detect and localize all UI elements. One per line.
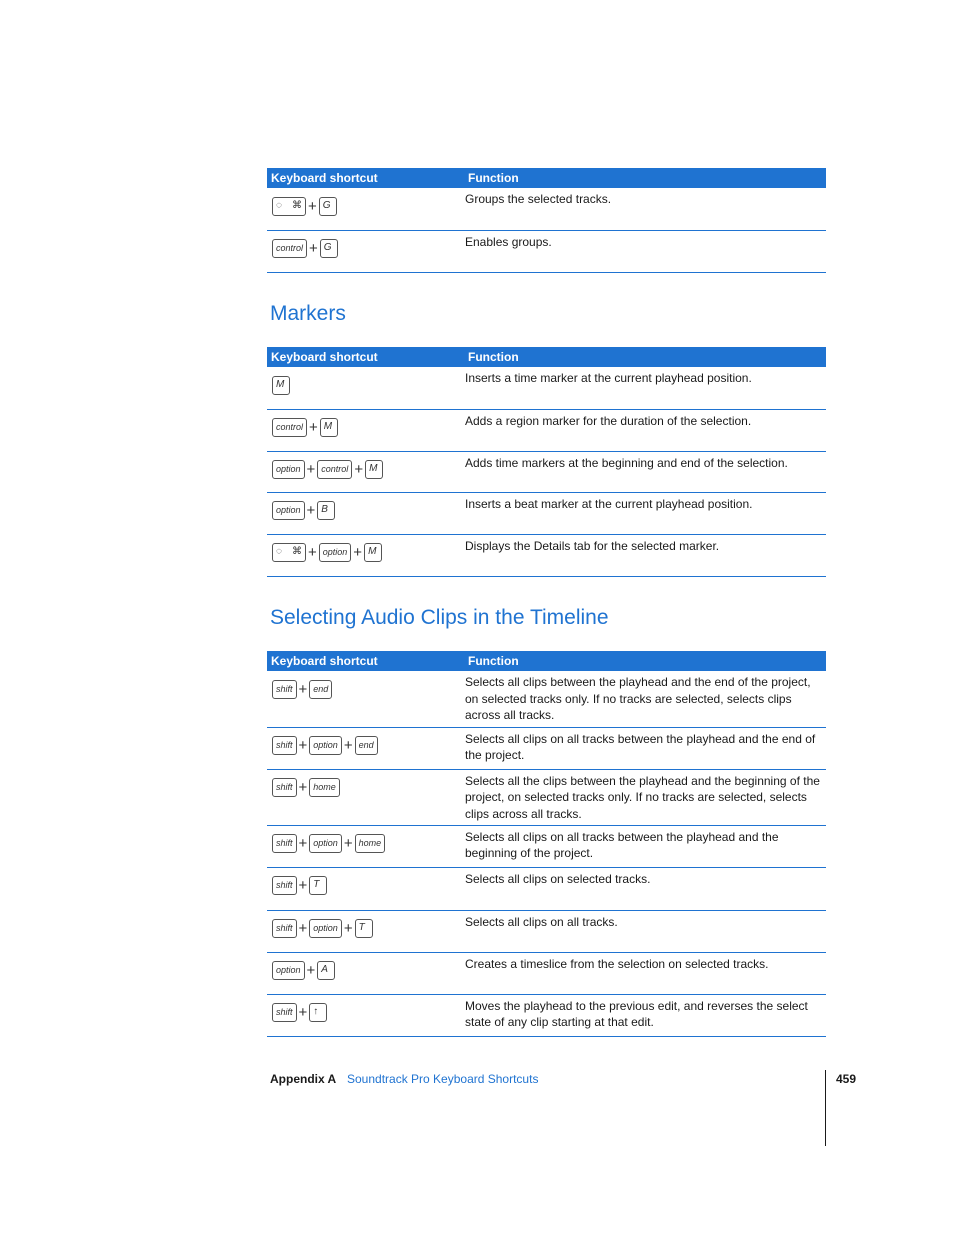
plus-sign: + bbox=[309, 419, 318, 436]
key-combination bbox=[272, 917, 464, 941]
plus-sign: + bbox=[343, 920, 353, 937]
shortcut-cell bbox=[267, 994, 464, 1036]
command-key-label: ⌘ bbox=[292, 199, 302, 211]
keycap: T bbox=[355, 919, 373, 938]
keycap: control bbox=[317, 460, 352, 479]
keycap: option bbox=[272, 501, 305, 520]
shortcut-cell bbox=[267, 492, 464, 534]
shortcut-cell bbox=[267, 671, 464, 727]
footer-appendix-label: Appendix A bbox=[270, 1072, 337, 1086]
function-description: Selects all clips on all tracks between the playhead and the beginning of the project. bbox=[464, 825, 826, 867]
keycap: option bbox=[309, 919, 342, 938]
function-description: Adds time markers at the beginning and end of the selection. bbox=[464, 451, 826, 492]
keycap: ↑ bbox=[309, 1003, 327, 1022]
shortcut-cell bbox=[267, 825, 464, 867]
keycap: option bbox=[309, 736, 342, 755]
table-row bbox=[267, 451, 826, 492]
plus-sign: + bbox=[343, 737, 353, 754]
function-description: Creates a timeslice from the selection on selected tracks. bbox=[464, 952, 826, 994]
selecting-audio-clips-heading: Selecting Audio Clips in the Timeline bbox=[270, 606, 609, 629]
plus-sign: + bbox=[298, 737, 308, 754]
key-combination bbox=[272, 677, 464, 701]
table-header-row bbox=[267, 651, 826, 671]
key-combination bbox=[272, 499, 464, 523]
keycap: option bbox=[309, 834, 342, 853]
keycap: M bbox=[364, 543, 382, 562]
keycap: G bbox=[319, 197, 337, 216]
function-description: Inserts a beat marker at the current playhead position. bbox=[464, 492, 826, 534]
key-combination bbox=[272, 734, 464, 758]
shortcut-column-header: Keyboard shortcut bbox=[267, 168, 464, 188]
plus-sign: + bbox=[308, 197, 317, 215]
plus-sign: + bbox=[309, 240, 318, 257]
keycap: M bbox=[365, 460, 383, 479]
footer-chapter-title: Soundtrack Pro Keyboard Shortcuts bbox=[347, 1072, 539, 1086]
keycap: option bbox=[272, 460, 305, 479]
key-combination bbox=[272, 416, 464, 440]
keycap: M bbox=[272, 376, 290, 395]
key-combination bbox=[272, 776, 464, 800]
table-row bbox=[267, 671, 826, 727]
command-key-label: ⌘ bbox=[292, 546, 302, 558]
table-row bbox=[267, 952, 826, 994]
table-row bbox=[267, 409, 826, 451]
command-key bbox=[272, 197, 306, 216]
table-header-row bbox=[267, 168, 826, 188]
plus-sign: + bbox=[298, 877, 308, 894]
key-combination bbox=[272, 373, 464, 397]
shortcut-column-header: Keyboard shortcut bbox=[267, 347, 464, 367]
keycap: option bbox=[319, 543, 352, 562]
keycap: shift bbox=[272, 919, 297, 938]
plus-sign: + bbox=[343, 835, 353, 852]
keycap: shift bbox=[272, 1003, 297, 1022]
shortcut-cell bbox=[267, 409, 464, 451]
function-description: Selects all clips on all tracks. bbox=[464, 910, 826, 952]
key-combination bbox=[272, 832, 464, 856]
function-description: Groups the selected tracks. bbox=[464, 188, 826, 230]
table-row bbox=[267, 534, 826, 576]
table-row bbox=[267, 492, 826, 534]
markers-heading: Markers bbox=[270, 302, 346, 325]
keycap: end bbox=[355, 736, 378, 755]
plus-sign: + bbox=[306, 962, 316, 979]
keycap: B bbox=[317, 501, 335, 520]
plus-sign: + bbox=[298, 680, 308, 698]
keycap: M bbox=[320, 418, 338, 437]
shortcut-cell bbox=[267, 451, 464, 492]
shortcut-cell bbox=[267, 769, 464, 825]
function-column-header: Function bbox=[464, 347, 826, 367]
key-combination bbox=[272, 458, 464, 482]
plus-sign: + bbox=[298, 835, 308, 852]
function-description: Inserts a time marker at the current playhead position. bbox=[464, 367, 826, 409]
plus-sign: + bbox=[308, 544, 317, 561]
function-description: Enables groups. bbox=[464, 230, 826, 272]
table-header-row bbox=[267, 347, 826, 367]
page-number: 459 bbox=[836, 1072, 857, 1086]
function-description: Adds a region marker for the duration of the selection. bbox=[464, 409, 826, 451]
table-row bbox=[267, 867, 826, 910]
selecting-shortcuts-table bbox=[267, 651, 826, 1037]
keycap: control bbox=[272, 239, 307, 258]
plus-sign: + bbox=[298, 779, 308, 796]
footer-divider bbox=[825, 1070, 826, 1146]
plus-sign: + bbox=[298, 920, 308, 937]
table-row bbox=[267, 994, 826, 1036]
table-row bbox=[267, 188, 826, 230]
table-row bbox=[267, 769, 826, 825]
plus-sign: + bbox=[298, 1004, 308, 1021]
keycap: G bbox=[320, 239, 338, 258]
grouping-shortcuts-table bbox=[267, 168, 826, 273]
keycap: home bbox=[355, 834, 386, 853]
shortcut-cell bbox=[267, 727, 464, 769]
table-row bbox=[267, 727, 826, 769]
apple-logo-icon: ◌ bbox=[276, 199, 282, 211]
keycap: shift bbox=[272, 680, 297, 699]
keycap: control bbox=[272, 418, 307, 437]
keycap: shift bbox=[272, 834, 297, 853]
shortcut-cell bbox=[267, 867, 464, 910]
function-column-header: Function bbox=[464, 168, 826, 188]
key-combination bbox=[272, 194, 464, 218]
keycap: home bbox=[309, 778, 340, 797]
keycap: end bbox=[309, 680, 332, 699]
keycap: shift bbox=[272, 778, 297, 797]
apple-logo-icon: ◌ bbox=[276, 546, 282, 558]
function-description: Selects all clips on all tracks between the playhead and the end of the project. bbox=[464, 727, 826, 769]
keycap: option bbox=[272, 961, 305, 980]
plus-sign: + bbox=[353, 544, 363, 561]
shortcut-cell bbox=[267, 534, 464, 576]
keycap: shift bbox=[272, 876, 297, 895]
command-key bbox=[272, 543, 306, 562]
plus-sign: + bbox=[306, 461, 316, 478]
function-description: Selects all the clips between the playhead and the beginning of the project, on selected tracks only. If no tracks are selected, selects clips across all tracks. bbox=[464, 769, 826, 825]
shortcut-cell bbox=[267, 952, 464, 994]
table-row bbox=[267, 825, 826, 867]
shortcut-cell bbox=[267, 367, 464, 409]
key-combination bbox=[272, 237, 464, 261]
shortcut-cell bbox=[267, 910, 464, 952]
function-description: Selects all clips between the playhead and the end of the project, on selected tracks only. If no tracks are selected, selects clips across all tracks. bbox=[464, 671, 826, 727]
shortcut-column-header: Keyboard shortcut bbox=[267, 651, 464, 671]
shortcut-cell bbox=[267, 188, 464, 230]
key-combination bbox=[272, 541, 464, 565]
plus-sign: + bbox=[306, 502, 316, 519]
markers-shortcuts-table bbox=[267, 347, 826, 577]
shortcut-cell bbox=[267, 230, 464, 272]
plus-sign: + bbox=[354, 461, 364, 478]
keycap: T bbox=[309, 876, 327, 895]
table-row bbox=[267, 230, 826, 272]
key-combination bbox=[272, 959, 464, 983]
keycap: shift bbox=[272, 736, 297, 755]
table-row bbox=[267, 367, 826, 409]
key-combination bbox=[272, 874, 464, 898]
keycap: A bbox=[317, 961, 335, 980]
function-description: Displays the Details tab for the selected marker. bbox=[464, 534, 826, 576]
function-description: Moves the playhead to the previous edit, and reverses the select state of any clip starting at that edit. bbox=[464, 994, 826, 1036]
function-description: Selects all clips on selected tracks. bbox=[464, 867, 826, 910]
table-row bbox=[267, 910, 826, 952]
key-combination bbox=[272, 1001, 464, 1025]
function-column-header: Function bbox=[464, 651, 826, 671]
